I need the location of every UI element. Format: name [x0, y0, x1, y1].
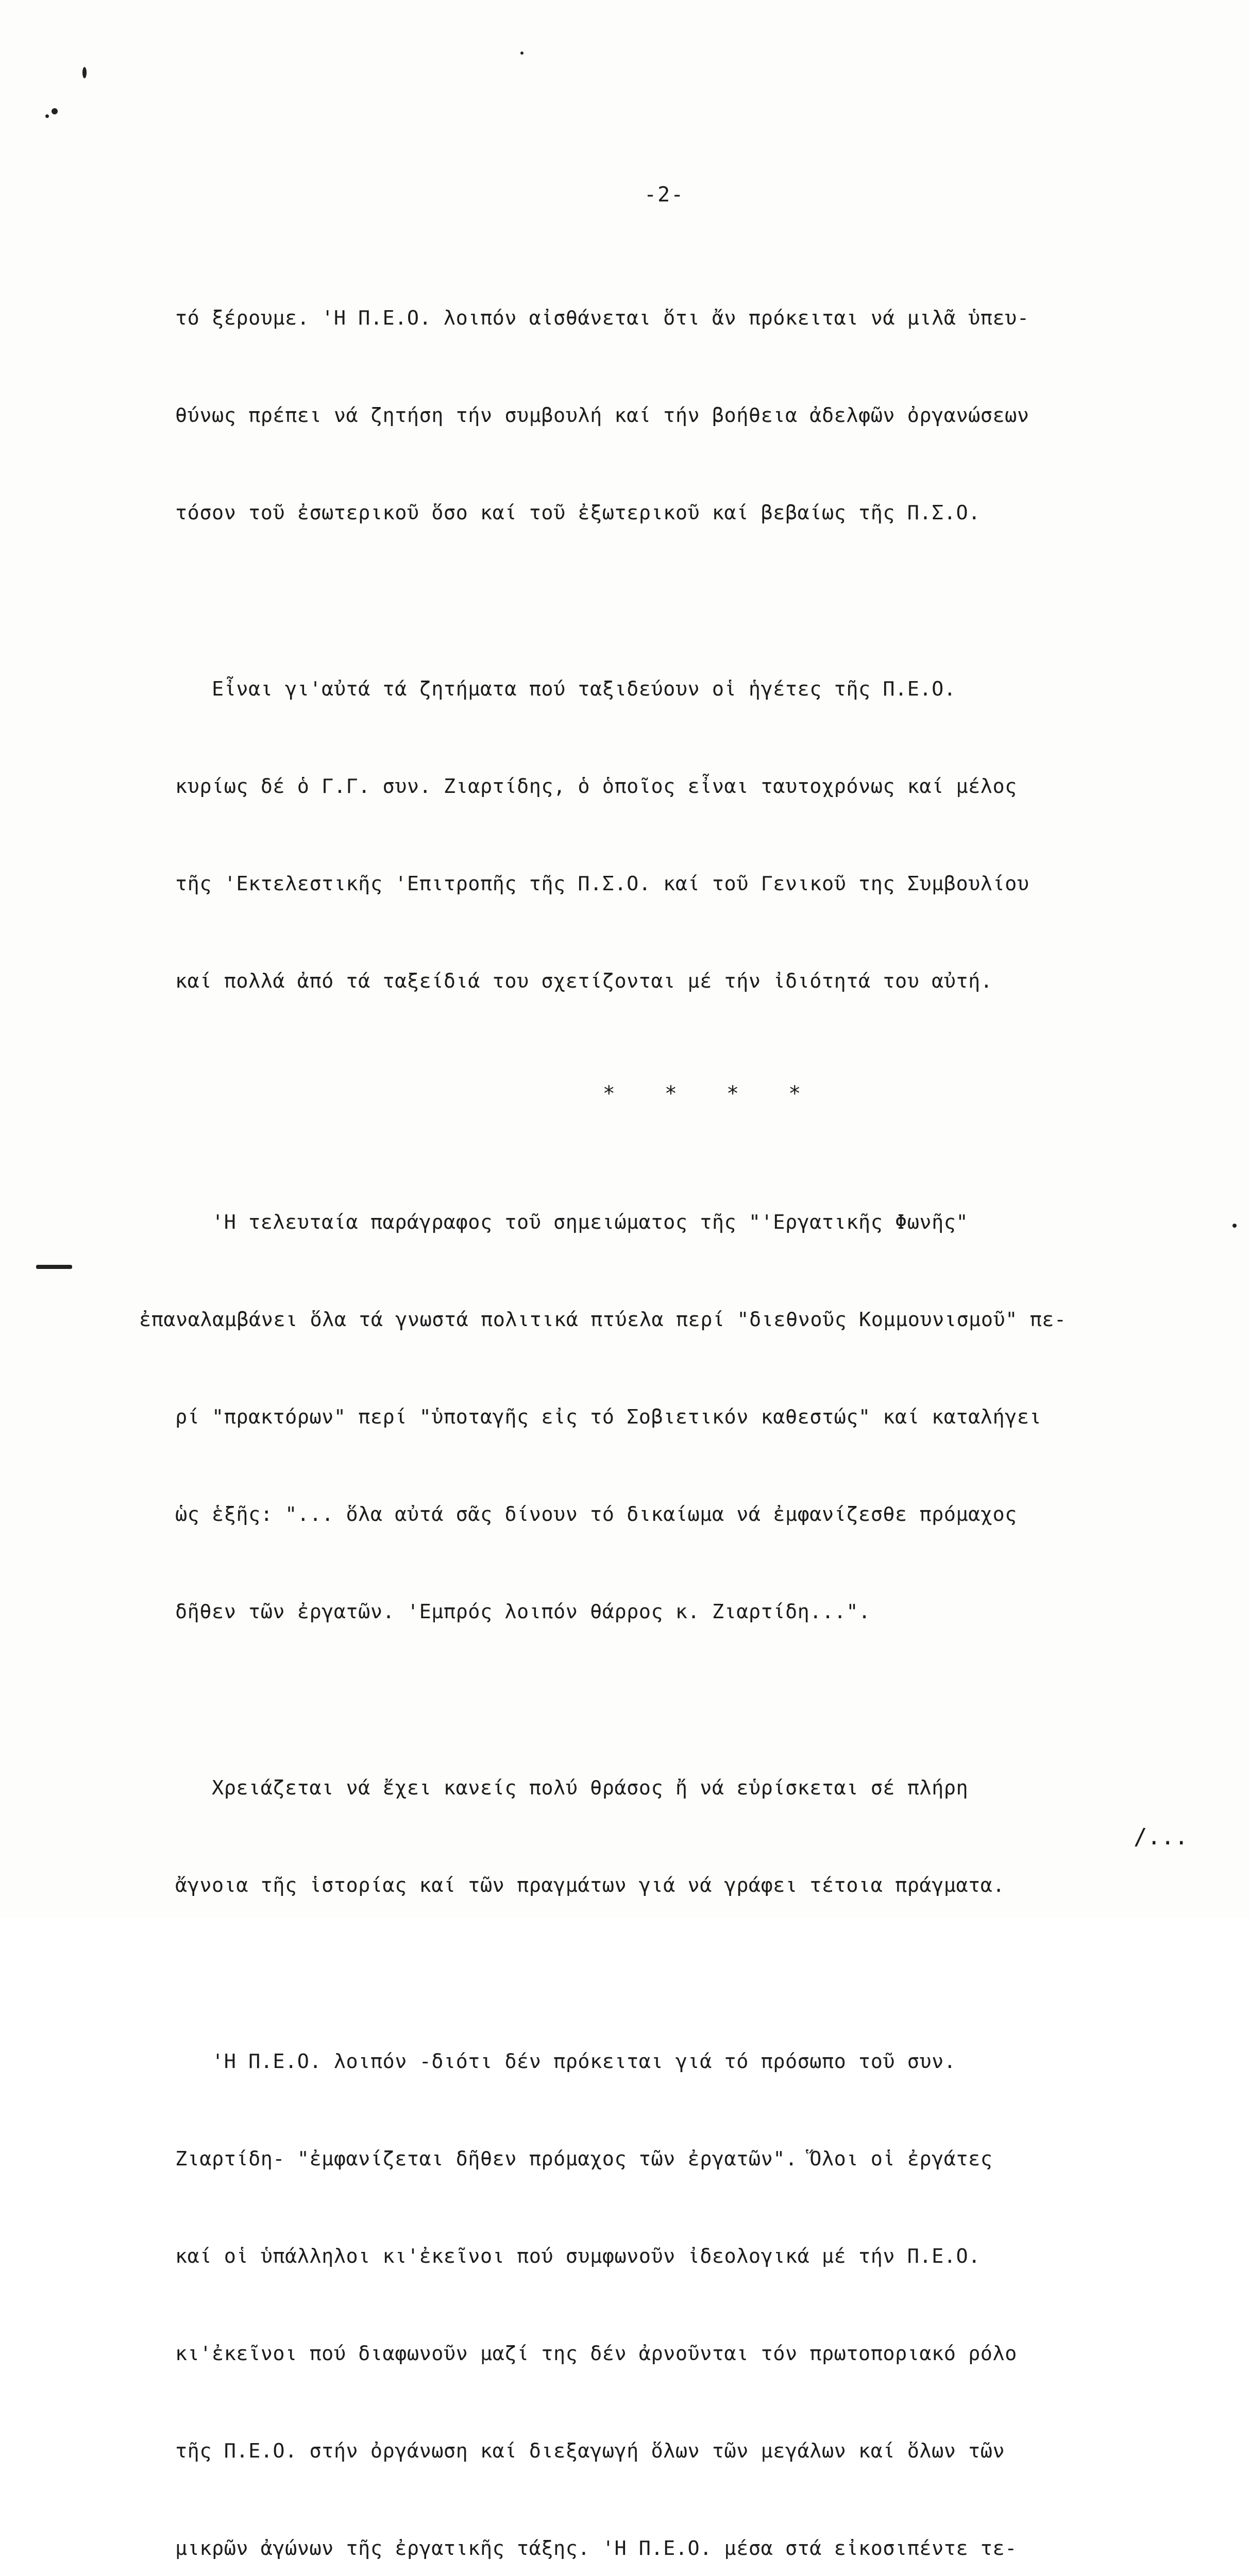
text-line: Ζιαρτίδη- "ἐμφανίζεται δῆθεν πρόμαχος τῶν ἐργατῶν". Ὅλοι οἱ ἐργάτες — [175, 2147, 993, 2171]
scan-speck — [45, 114, 49, 118]
text-line: ρί "πρακτόρων" περί "ὑποταγῆς εἰς τό Σοβιετικόν καθεστώς" καί καταλήγει — [175, 1405, 1042, 1429]
text-line: τῆς 'Εκτελεστικῆς 'Επιτροπῆς τῆς Π.Σ.Ο. καί τοῦ Γενικοῦ της Συμβουλίου — [175, 872, 1029, 895]
text-line: Εἶναι γι'αὐτά τά ζητήματα πού ταξιδεύουν οἱ ἡγέτες τῆς Π.Ε.Ο. — [175, 677, 956, 701]
paragraph-5 — [175, 1980, 1201, 2576]
paragraph-2 — [175, 608, 1201, 1062]
paragraph-4 — [175, 1707, 1201, 1967]
text-line: δῆθεν τῶν ἐργατῶν. 'Εμπρός λοιπόν θάρρος κ. Ζιαρτίδη...". — [175, 1600, 871, 1623]
text-line: ἄγνοια τῆς ἱστορίας καί τῶν πραγμάτων γιά νά γράφει τέτοια πράγματα. — [175, 1874, 1005, 1897]
paragraph-1 — [175, 237, 1201, 594]
paragraph-3 — [139, 1141, 1201, 1693]
text-line: κυρίως δέ ὁ Γ.Γ. συν. Ζιαρτίδης, ὁ ὁποῖος εἶναι ταυτοχρόνως καί μέλος — [175, 775, 1017, 798]
scan-speck — [82, 67, 87, 78]
text-line: ὡς ἑξῆς: "... ὅλα αὐτά σᾶς δίνουν τό δικαίωμα νά ἐμφανίζεσθε πρόμαχος — [175, 1503, 1017, 1526]
text-line: Χρειάζεται νά ἔχει κανείς πολύ θράσος ἤ νά εὑρίσκεται σέ πλήρη — [175, 1776, 969, 1800]
scan-dash — [36, 1265, 72, 1269]
text-line: τῆς Π.Ε.Ο. στήν ὀργάνωση καί διεξαγωγή ὅλων τῶν μεγάλων καί ὅλων τῶν — [175, 2439, 1005, 2463]
scan-speck — [1232, 1224, 1237, 1228]
page-number: -2- — [644, 183, 685, 207]
text-line: θύνως πρέπει νά ζητήση τήν συμβουλή καί τήν βοήθεια ἀδελφῶν ὀργανώσεων — [175, 404, 1029, 427]
text-line: καί πολλά ἀπό τά ταξείδιά του σχετίζονται μέ τήν ἰδιότητά του αὐτή. — [175, 970, 993, 993]
text-line: καί οἱ ὑπάλληλοι κι'ἐκεῖνοι πού συμφωνοῦν ἰδεολογικά μέ τήν Π.Ε.Ο. — [175, 2245, 981, 2268]
scan-speck — [52, 108, 58, 114]
document-body — [139, 237, 1201, 2576]
scan-speck — [520, 52, 523, 55]
section-separator: * * * * — [602, 1082, 820, 1106]
text-line: 'Η τελευταία παράγραφος τοῦ σημειώματος τῆς "'Εργατικῆς Φωνῆς" — [175, 1211, 969, 1234]
text-line: ἐπαναλαμβάνει ὅλα τά γνωστά πολιτικά πτύελα περί "διεθνοῦς Κομμουνισμοῦ" πε- — [139, 1308, 1067, 1331]
text-line: 'Η Π.Ε.Ο. λοιπόν -διότι δέν πρόκειται γιά τό πρόσωπο τοῦ συν. — [175, 2050, 956, 2073]
text-line: μικρῶν ἀγώνων τῆς ἐργατικῆς τάξης. 'Η Π.Ε.Ο. μέσα στά εἰκοσιπέντε τε- — [175, 2537, 1017, 2560]
text-line: τόσον τοῦ ἐσωτερικοῦ ὅσο καί τοῦ ἐξωτερικοῦ καί βεβαίως τῆς Π.Σ.Ο. — [175, 501, 981, 524]
continuation-mark: /... — [1134, 1824, 1188, 1850]
text-line: τό ξέρουμε. 'Η Π.Ε.Ο. λοιπόν αἰσθάνεται ὅτι ἄν πρόκειται νά μιλᾶ ὑπευ- — [175, 307, 1029, 330]
text-line: κι'ἐκεῖνοι πού διαφωνοῦν μαζί της δέν ἀρνοῦνται τόν πρωτοποριακό ρόλο — [175, 2342, 1017, 2365]
